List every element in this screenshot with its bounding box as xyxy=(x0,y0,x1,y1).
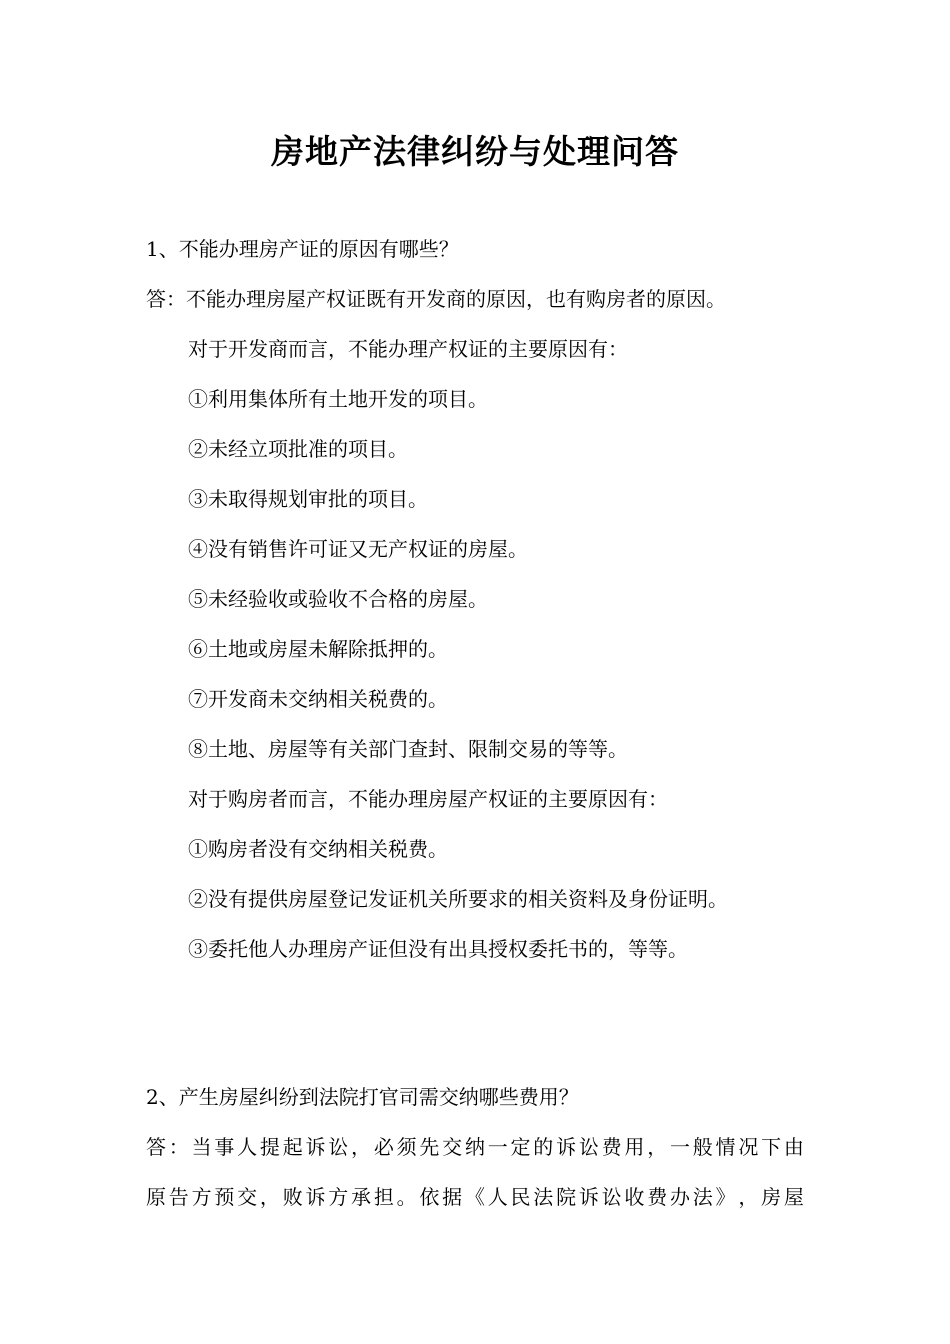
answer-2-line-1: 答 ： 当 事 人 提 起 诉 讼 ， 必 须 先 交 纳 一 定 的 诉 讼 费 用 ， 一 般 情 况 下 由 xyxy=(146,1135,804,1159)
buyer-reason-item: ②没有提供房屋登记发证机关所要求的相关资料及身份证明。 xyxy=(188,887,728,911)
developer-reason-item: ⑤未经验收或验收不合格的房屋。 xyxy=(188,587,488,611)
document-title: 房地产法律纠纷与处理问答 xyxy=(271,132,679,171)
developer-reason-item: ④没有销售许可证又无产权证的房屋。 xyxy=(188,537,528,561)
buyer-reasons-intro: 对于购房者而言，不能办理房屋产权证的主要原因有： xyxy=(188,787,668,811)
answer-2-line-2: 原 告 方 预 交 ， 败 诉 方 承 担 。 依 据 《 人 民 法 院 诉 讼 收 费 办 法 》 ， 房 屋 xyxy=(146,1185,804,1209)
answer-1-intro: 答：不能办理房屋产权证既有开发商的原因，也有购房者的原因。 xyxy=(146,287,726,311)
developer-reasons-intro: 对于开发商而言，不能办理产权证的主要原因有： xyxy=(188,337,628,361)
developer-reason-item: ①利用集体所有土地开发的项目。 xyxy=(188,387,488,411)
question-1: 1、不能办理房产证的原因有哪些？ xyxy=(146,237,459,261)
buyer-reason-item: ①购房者没有交纳相关税费。 xyxy=(188,837,448,861)
question-2: 2、产生房屋纠纷到法院打官司需交纳哪些费用？ xyxy=(146,1085,579,1109)
developer-reason-item: ③未取得规划审批的项目。 xyxy=(188,487,428,511)
buyer-reason-item: ③委托他人办理房产证但没有出具授权委托书的，等等。 xyxy=(188,937,688,961)
developer-reason-item: ②未经立项批准的项目。 xyxy=(188,437,408,461)
developer-reason-item: ⑥土地或房屋未解除抵押的。 xyxy=(188,637,448,661)
developer-reason-item: ⑧土地、房屋等有关部门查封、限制交易的等等。 xyxy=(188,737,628,761)
developer-reason-item: ⑦开发商未交纳相关税费的。 xyxy=(188,687,448,711)
